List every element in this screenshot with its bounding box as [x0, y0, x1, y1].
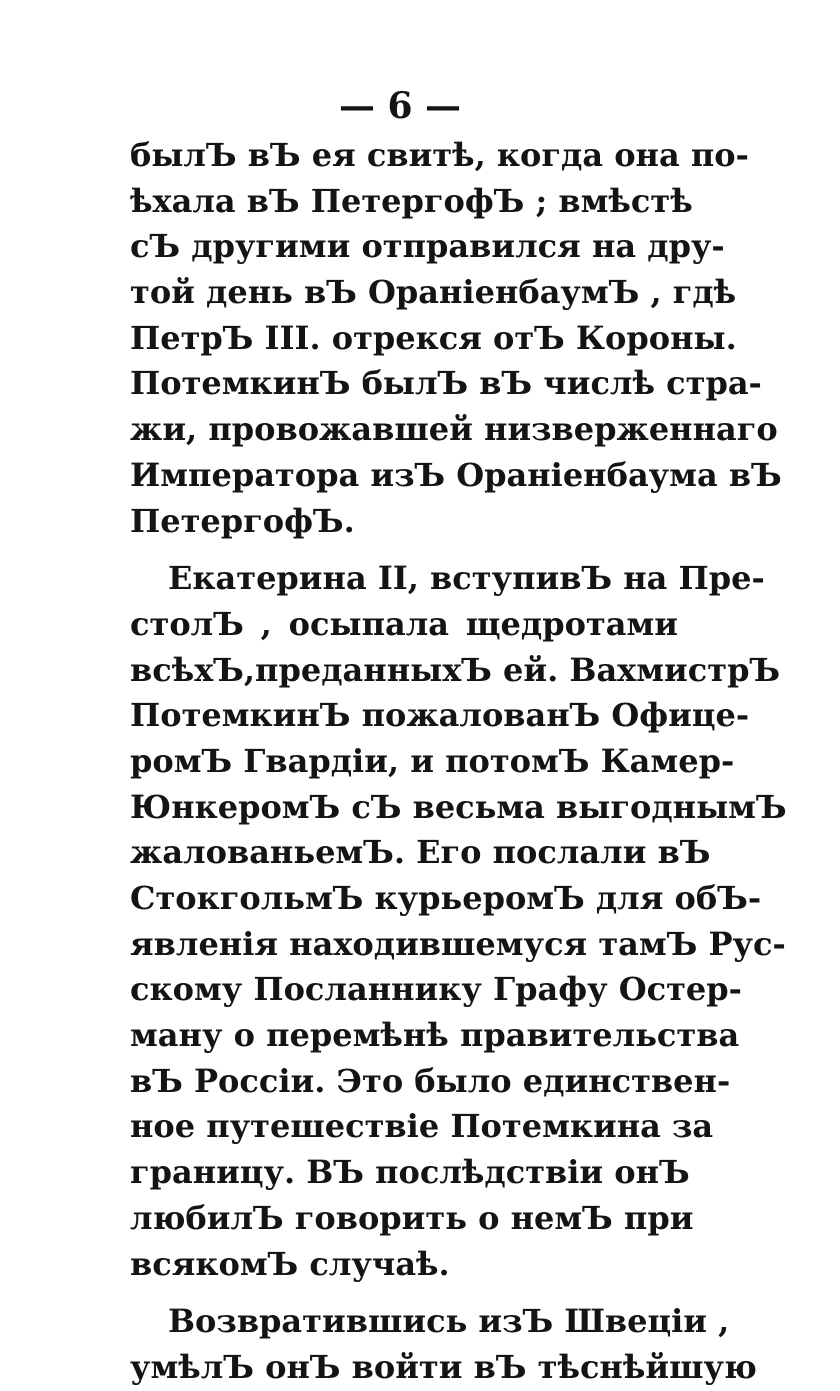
text-line: умѣлЪ онЪ войти вЪ тѣснѣйшую	[130, 1347, 757, 1386]
text-line: той день вЪ ОраніенбаумЪ , гдѣ	[130, 273, 737, 312]
text-line: всѣхЪ,преданныхЪ ей. ВахмистрЪ	[130, 650, 781, 689]
text-line: ПетергофЪ.	[130, 501, 355, 540]
text-line: ное путешествіе Потемкина за	[130, 1107, 714, 1146]
text-line: Возвратившись изЪ Швеціи ,	[168, 1302, 730, 1341]
text-line: ПетрЪ III. отрекся отЪ Короны.	[130, 318, 737, 357]
paragraph	[130, 556, 787, 1287]
text-line: ману о перемѣнѣ правительства	[130, 1016, 740, 1055]
paragraph	[130, 1299, 757, 1390]
text-line: вЪ Россіи. Это было единствен-	[130, 1061, 731, 1100]
text-line: Императора изЪ Ораніенбаума вЪ	[130, 455, 782, 494]
text-line: былЪ вЪ ея свитѣ, когда она по-	[130, 136, 749, 174]
text-line: ѣхала вЪ ПетергофЪ ; вмѣстѣ	[130, 181, 693, 220]
text-line: скому Посланнику Графу Остер-	[130, 970, 742, 1009]
text-line: Екатерина II, вступивЪ на Пре-	[168, 559, 765, 598]
text-line: сЪ другими отправился на дру-	[130, 227, 725, 266]
body-text	[130, 133, 787, 1391]
page-number: — 6 —	[338, 85, 462, 127]
paragraph	[130, 133, 782, 544]
text-line: жи, провожавшей низверженнаго	[130, 410, 778, 449]
text-line: всякомЪ случаѣ.	[130, 1244, 450, 1283]
text-line: СтокгольмЪ курьеромЪ для обЪ-	[130, 879, 762, 917]
text-line: ЮнкеромЪ сЪ весьма выгоднымЪ	[130, 787, 787, 826]
text-line: жалованьемЪ. Его послали вЪ	[130, 833, 711, 872]
text-line: явленія находившемуся тамЪ Рус-	[130, 924, 786, 963]
text-line: ПотемкинЪ былЪ вЪ числѣ стра-	[130, 364, 762, 403]
text-line: любилЪ говорить о немЪ при	[130, 1198, 694, 1237]
text-line: ПотемкинЪ пожалованЪ Офице-	[130, 696, 750, 735]
text-line: столЪ , осыпала щедротами	[130, 604, 678, 643]
text-line: ромЪ Гвардіи, и потомЪ Камер-	[130, 741, 735, 780]
text-line: границу. ВЪ послѣдствіи онЪ	[130, 1153, 690, 1192]
